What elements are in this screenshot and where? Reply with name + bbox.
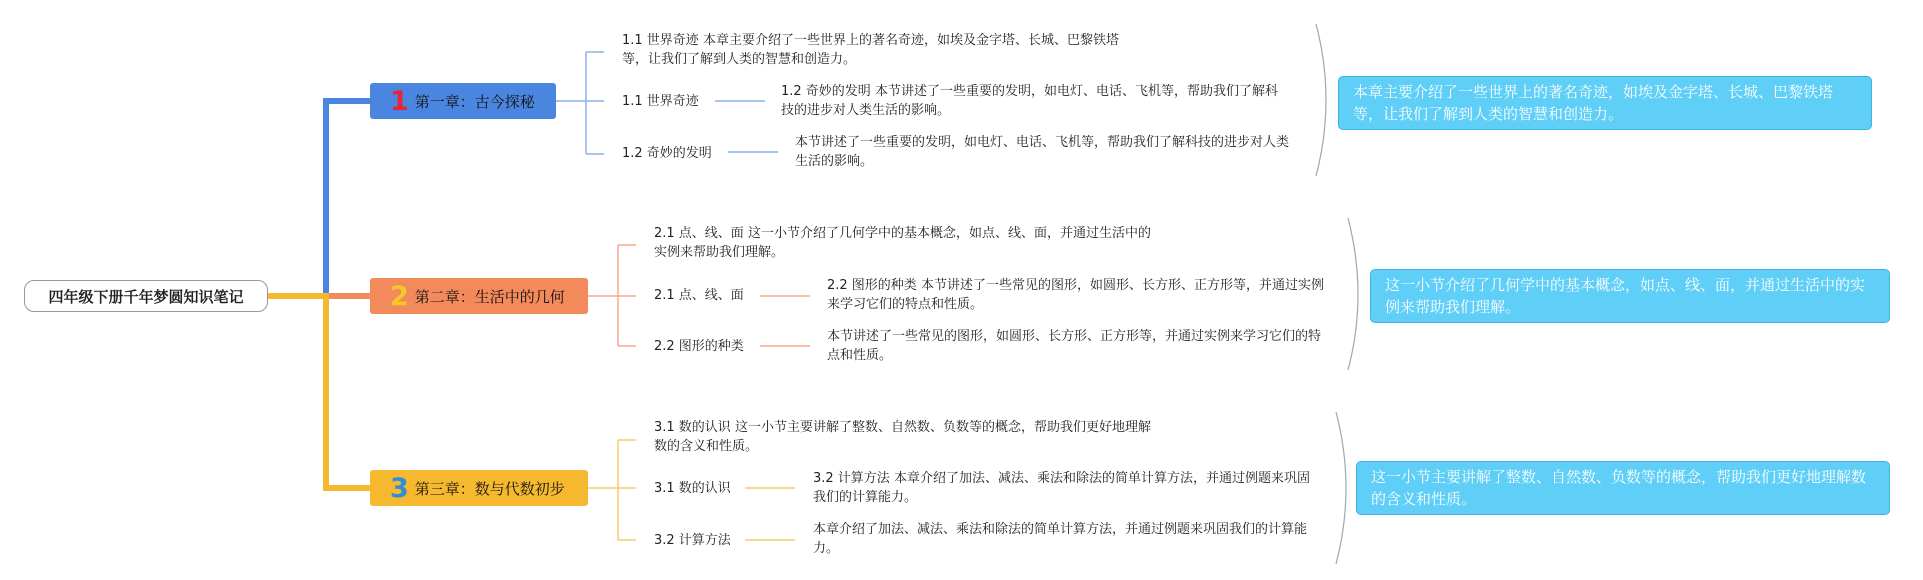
chapter-2-section-2-text[interactable]: 本节讲述了一些常见的图形，如圆形、长方形、正方形等，并通过实例来学习它们的特点和性质。: [827, 329, 1322, 363]
summary-brace-3: [1336, 412, 1346, 564]
root-topic[interactable]: [24, 280, 268, 312]
chapter-1-topic[interactable]: [370, 83, 556, 119]
chapter-2-branch: [588, 245, 636, 346]
chapter-1-label: 第一章：古今探秘: [414, 92, 535, 111]
chapter-1-section-1-text[interactable]: 1.2 奇妙的发明 本节讲述了一些重要的发明，如电灯、电话、飞机等，帮助我们了解科技的进步对人类生活的影响。: [781, 84, 1278, 118]
chapter-1-intro[interactable]: 1.1 世界奇迹 本章主要介绍了一些世界上的著名奇迹，如埃及金字塔、长城、巴黎铁塔等，让我们了解到人类的智慧和创造力。: [622, 33, 1119, 67]
root-to-chapter-1: [268, 101, 370, 296]
chapter-3-intro[interactable]: 3.1 数的认识 这一小节主要讲解了整数、自然数、负数等的概念，帮助我们更好地理解数的含义和性质。: [654, 420, 1151, 454]
chapter-2-intro[interactable]: 2.1 点、线、面 这一小节介绍了几何学中的基本概念，如点、线、面，并通过生活中的实例来帮助我们理解。: [654, 226, 1151, 260]
chapter-3-topic[interactable]: [370, 470, 588, 506]
chapter-2-section-1-text[interactable]: 2.2 图形的种类 本节讲述了一些常见的图形，如圆形、长方形、正方形等，并通过实例来学习它们的特点和性质。: [827, 278, 1324, 312]
chapter-3-label: 第三章：数与代数初步: [414, 479, 565, 498]
chapter-2-topic[interactable]: [370, 278, 588, 314]
chapter-2-number: 2: [390, 280, 409, 312]
chapter-1-section-2-label[interactable]: 1.2 奇妙的发明: [622, 146, 712, 161]
chapter-3-section-1-label[interactable]: 3.1 数的认识: [654, 481, 731, 496]
chapter-1-summary[interactable]: 本章主要介绍了一些世界上的著名奇迹，如埃及金字塔、长城、巴黎铁塔等，让我们了解到人类的智慧和创造力。: [1338, 76, 1872, 130]
chapter-3-summary[interactable]: 这一小节主要讲解了整数、自然数、负数等的概念，帮助我们更好地理解数的含义和性质。: [1356, 461, 1890, 515]
summary-brace-1: [1316, 24, 1326, 176]
chapter-1-section-1-label[interactable]: 1.1 世界奇迹: [622, 94, 699, 109]
root-to-chapter-3: [268, 296, 370, 488]
summary-brace-2: [1348, 218, 1358, 370]
chapter-2-section-1-label[interactable]: 2.1 点、线、面: [654, 288, 744, 303]
chapter-3-number: 3: [390, 472, 409, 504]
chapter-2-section-2-label[interactable]: 2.2 图形的种类: [654, 339, 744, 354]
chapter-3-section-1-text[interactable]: 3.2 计算方法 本章介绍了加法、减法、乘法和除法的简单计算方法，并通过例题来巩固我们的计算能力。: [813, 471, 1310, 505]
chapter-2-label: 第二章：生活中的几何: [414, 287, 565, 306]
chapter-1-number: 1: [390, 85, 409, 117]
chapter-3-branch: [588, 440, 636, 540]
chapter-1-section-2-text[interactable]: 本节讲述了一些重要的发明，如电灯、电话、飞机等，帮助我们了解科技的进步对人类生活的影响。: [795, 135, 1290, 169]
chapter-3-section-2-text[interactable]: 本章介绍了加法、减法、乘法和除法的简单计算方法，并通过例题来巩固我们的计算能力。: [813, 522, 1308, 556]
root-title: 四年级下册千年梦圆知识笔记: [48, 287, 244, 306]
chapter-1-branch: [556, 52, 604, 154]
chapter-3-section-2-label[interactable]: 3.2 计算方法: [654, 533, 731, 548]
chapter-2-summary[interactable]: 这一小节介绍了几何学中的基本概念，如点、线、面，并通过生活中的实例来帮助我们理解。: [1370, 269, 1890, 323]
